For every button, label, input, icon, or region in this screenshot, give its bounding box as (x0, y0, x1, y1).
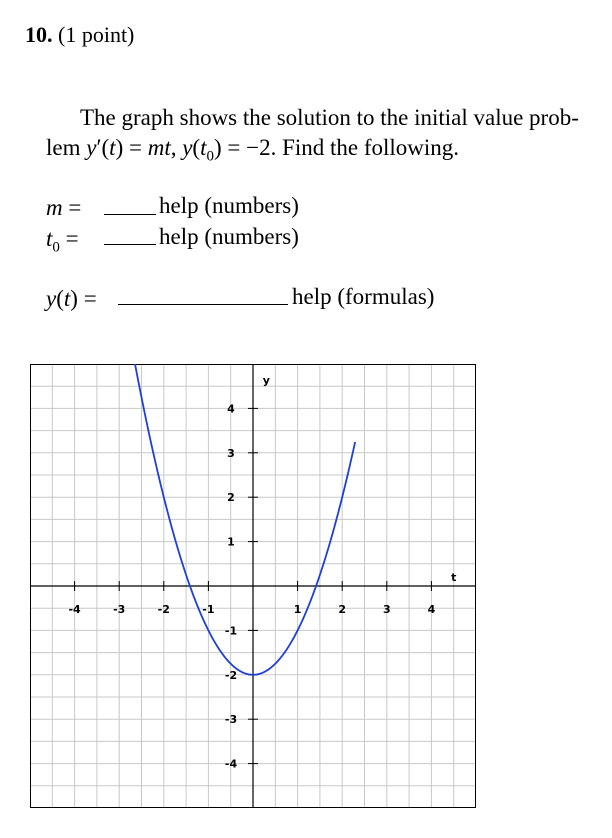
solution-graph (30, 364, 476, 808)
x-tick-label: 1 (293, 603, 302, 616)
y-axis-label: y (262, 373, 270, 387)
x-axis-label: t (451, 571, 457, 584)
x-tick-label: 3 (382, 603, 391, 616)
math-y: y (182, 135, 193, 160)
math-mt: mt (147, 135, 171, 160)
y-tick-label: -2 (224, 668, 238, 682)
x-tick-label: 2 (338, 603, 347, 616)
math-paren: ( (101, 135, 110, 160)
math-t: t (109, 135, 116, 160)
problem-number: 10. (25, 22, 53, 47)
x-tick-label: -4 (68, 603, 81, 616)
paren: ( (56, 286, 64, 311)
y-label: y (46, 286, 57, 311)
paren: ) (70, 286, 78, 311)
x-tick-label: -1 (202, 603, 215, 616)
problem-header (25, 22, 134, 48)
math-t0: t (200, 135, 207, 160)
equals-sign: = (68, 195, 82, 220)
help-numbers-link-m[interactable]: help (numbers) (159, 193, 299, 218)
t0-subscript: 0 (52, 239, 60, 256)
x-tick-label: 4 (427, 603, 436, 616)
y-tick-label: 2 (227, 491, 235, 505)
y-tick-label: 3 (227, 446, 235, 460)
help-formulas-link[interactable]: help (formulas) (292, 284, 435, 309)
m-input[interactable] (104, 200, 156, 215)
t-var: t (63, 286, 71, 311)
statement-text: ) = −2. Find the following. (213, 135, 460, 160)
math-prime: ′ (96, 135, 102, 160)
statement-text: lem (46, 135, 87, 160)
answer-row-m (46, 193, 81, 223)
y-formula-input[interactable] (118, 290, 288, 305)
y-tick-label: 4 (227, 402, 235, 416)
y-tick-label: -4 (224, 757, 238, 771)
math-subscript: 0 (206, 148, 214, 165)
x-tick-label: -2 (157, 603, 170, 616)
y-tick-label: -3 (224, 713, 238, 727)
t0-input[interactable] (104, 230, 156, 245)
answer-row-t0 (46, 224, 79, 263)
answer-row-y (46, 284, 97, 314)
statement-line-2 (46, 133, 459, 172)
y-tick-label: 1 (227, 535, 235, 549)
m-label: m (46, 195, 63, 220)
statement-line-1: The graph shows the solution to the initial value prob- (80, 105, 579, 130)
help-numbers-link-t0[interactable]: help (numbers) (159, 224, 299, 249)
math-comma: , (170, 135, 183, 160)
equals-sign: = (83, 286, 97, 311)
math-y: y (86, 135, 97, 160)
y-tick-label: -1 (224, 624, 238, 638)
t0-label: t (46, 226, 53, 251)
math-paren: ( (192, 135, 201, 160)
x-tick-label: -3 (113, 603, 126, 616)
math-eq: ) = (115, 135, 148, 160)
equals-sign: = (65, 226, 79, 251)
problem-points: (1 point) (58, 22, 135, 47)
